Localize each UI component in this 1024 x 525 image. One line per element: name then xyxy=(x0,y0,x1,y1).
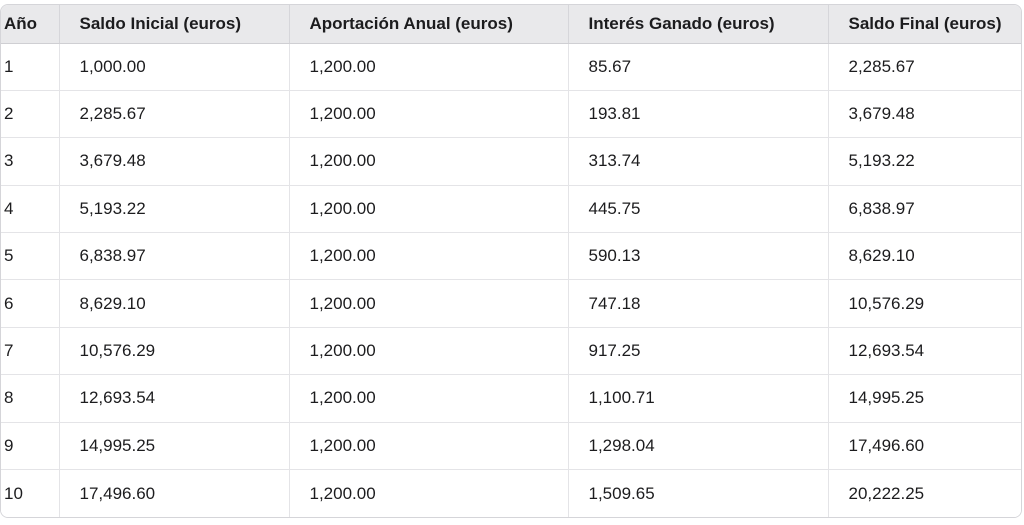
table-cell: 17,496.60 xyxy=(59,470,289,517)
table-cell: 1,298.04 xyxy=(568,422,828,469)
table-cell: 1,000.00 xyxy=(59,43,289,90)
table-cell: 10,576.29 xyxy=(59,327,289,374)
column-header-year: Año xyxy=(1,5,59,43)
table-cell: 747.18 xyxy=(568,280,828,327)
table-row xyxy=(1,138,1021,185)
table-cell: 3,679.48 xyxy=(59,138,289,185)
table-cell: 1,200.00 xyxy=(289,327,568,374)
table-cell: 313.74 xyxy=(568,138,828,185)
table-row xyxy=(1,185,1021,232)
column-header-final-balance: Saldo Final (euros) xyxy=(828,5,1021,43)
table-cell: 1,100.71 xyxy=(568,375,828,422)
table-cell: 1,200.00 xyxy=(289,470,568,517)
table-cell: 8,629.10 xyxy=(59,280,289,327)
table-row xyxy=(1,422,1021,469)
table-cell: 12,693.54 xyxy=(828,327,1021,374)
table-row xyxy=(1,470,1021,517)
data-table xyxy=(1,5,1021,517)
table-cell: 8 xyxy=(1,375,59,422)
table-cell: 2,285.67 xyxy=(828,43,1021,90)
table-cell: 5,193.22 xyxy=(828,138,1021,185)
table-cell: 193.81 xyxy=(568,90,828,137)
table-row xyxy=(1,233,1021,280)
table-cell: 1,200.00 xyxy=(289,43,568,90)
table-cell: 2 xyxy=(1,90,59,137)
column-header-interest-earned: Interés Ganado (euros) xyxy=(568,5,828,43)
table-cell: 1,200.00 xyxy=(289,185,568,232)
table-cell: 5 xyxy=(1,233,59,280)
table-row xyxy=(1,280,1021,327)
table-cell: 1,200.00 xyxy=(289,138,568,185)
table-cell: 4 xyxy=(1,185,59,232)
table-cell: 6 xyxy=(1,280,59,327)
table-cell: 2,285.67 xyxy=(59,90,289,137)
compound-interest-table xyxy=(0,4,1022,518)
table-row xyxy=(1,375,1021,422)
table-cell: 3 xyxy=(1,138,59,185)
table-cell: 1,200.00 xyxy=(289,233,568,280)
table-cell: 5,193.22 xyxy=(59,185,289,232)
table-cell: 10,576.29 xyxy=(828,280,1021,327)
table-cell: 445.75 xyxy=(568,185,828,232)
table-row xyxy=(1,90,1021,137)
table-cell: 1,200.00 xyxy=(289,90,568,137)
table-cell: 1,200.00 xyxy=(289,280,568,327)
table-cell: 14,995.25 xyxy=(828,375,1021,422)
table-cell: 6,838.97 xyxy=(59,233,289,280)
table-cell: 7 xyxy=(1,327,59,374)
table-cell: 8,629.10 xyxy=(828,233,1021,280)
table-cell: 590.13 xyxy=(568,233,828,280)
table-cell: 1,200.00 xyxy=(289,422,568,469)
table-cell: 9 xyxy=(1,422,59,469)
table-cell: 1 xyxy=(1,43,59,90)
column-header-annual-contribution: Aportación Anual (euros) xyxy=(289,5,568,43)
table-row xyxy=(1,327,1021,374)
table-cell: 6,838.97 xyxy=(828,185,1021,232)
table-cell: 3,679.48 xyxy=(828,90,1021,137)
table-cell: 14,995.25 xyxy=(59,422,289,469)
table-cell: 17,496.60 xyxy=(828,422,1021,469)
table-cell: 85.67 xyxy=(568,43,828,90)
table-row xyxy=(1,43,1021,90)
table-body xyxy=(1,43,1021,517)
table-cell: 10 xyxy=(1,470,59,517)
table-cell: 1,509.65 xyxy=(568,470,828,517)
header-row xyxy=(1,5,1021,43)
table-cell: 1,200.00 xyxy=(289,375,568,422)
column-header-initial-balance: Saldo Inicial (euros) xyxy=(59,5,289,43)
table-cell: 12,693.54 xyxy=(59,375,289,422)
table-cell: 917.25 xyxy=(568,327,828,374)
table-cell: 20,222.25 xyxy=(828,470,1021,517)
